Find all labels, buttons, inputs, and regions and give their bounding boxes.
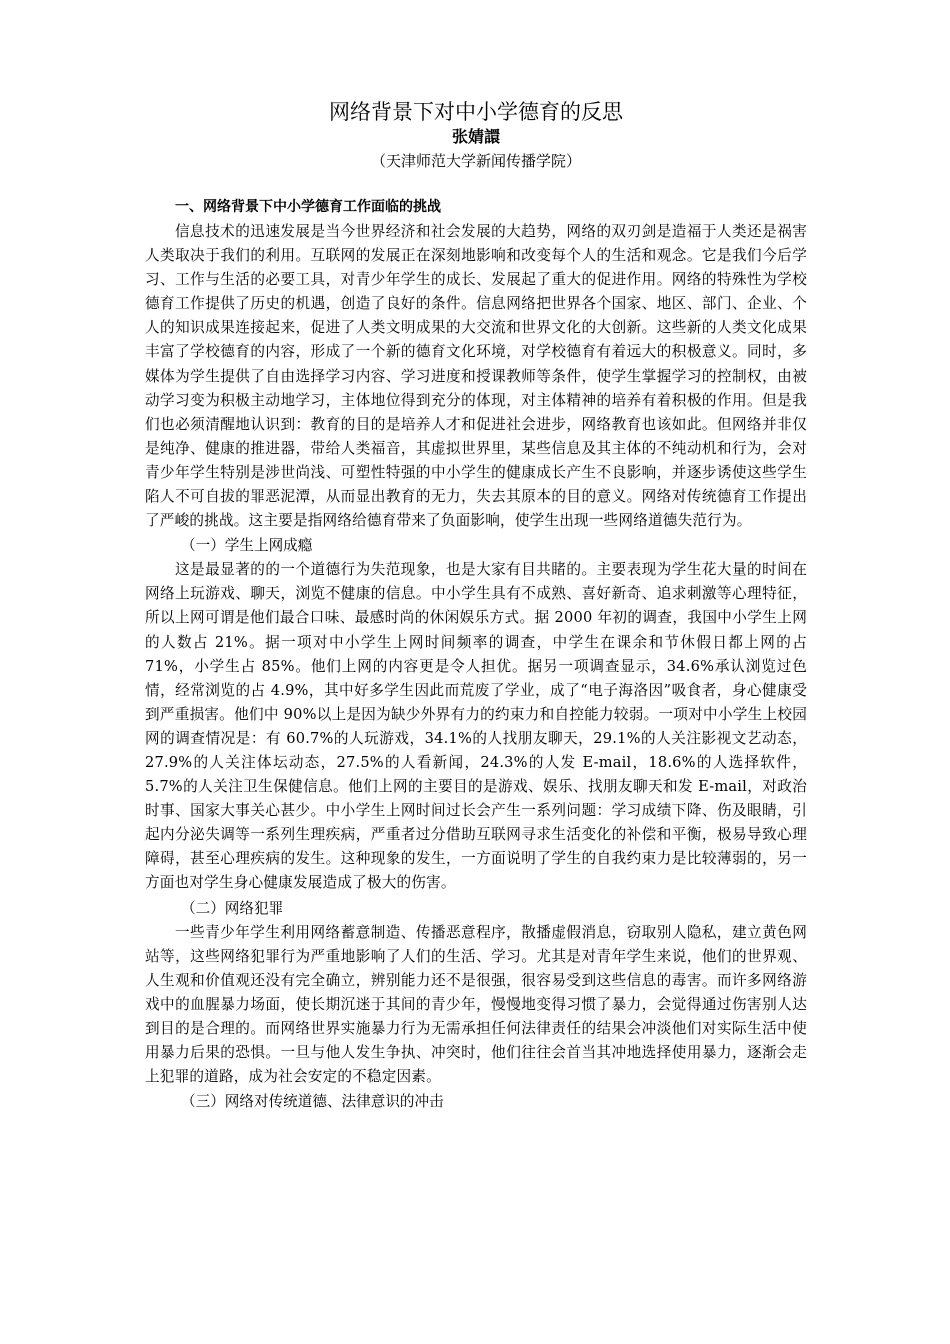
author-affiliation: （天津师范大学新闻传播学院） [370, 152, 581, 170]
subsection-heading-3: （三）网络对传统道德、法律意识的冲击 [181, 1093, 444, 1111]
paragraph-intro: 信息技术的迅速发展是当今世界经济和社会发展的大趋势，网络的双刃剑是造福于人类还是祸害人类取决于我们的利用。互联网的发展正在深刻地影响和改变每个人的生活和观念。它是我们今后学习、工作与生活的必要工具，对青少年学生的成长、发展起了重大的促进作用。网络的特殊性为学校德育工作提供了历史的机遇，创造了良好的条件。信息网络把世界各个国家、地区、部门、企业、个人的知识成果连接起来，促进了人类文明成果的大交流和世界文化的大创新。这些新的人类文化成果丰富了学校德育的内容，形成了一个新的德育文化环境，对学校德育有着远大的积极意义。同时，多媒体为学生提供了自由选择学习内容、学习进度和授课教师等条件，使学生掌握学习的控制权，由被动学习变为积极主动地学习，主体地位得到充分的体现，对主体精神的培养有着积极的作用。但是我们也必须清醒地认识到：教育的目的是培养人才和促进社会进步，网络教育也该如此。但网络并非仅是纯净、健康的推进器，带给人类福音，其虚拟世界里，某些信息及其主体的不纯动机和行为，会对青少年学生特别是涉世尚浅、可塑性特强的中小学生的健康成长产生不良影响，并逐步诱使这些学生陷人不可自拔的罪恶泥潭，从而显出教育的无力，失去其原本的目的意义。网络对传统德育工作提出了严峻的挑战。这主要是指网络给德育带来了负面影响，使学生出现一些网络道德失范行为。 [145, 223, 807, 530]
section-heading-1: 一、网络背景下中小学德育工作面临的挑战 [175, 199, 441, 215]
document-title: 网络背景下对中小学德育的反思 [329, 100, 623, 124]
author-name: 张婧譞 [451, 127, 500, 146]
paragraph-crime: 一些青少年学生利用网络蓄意制造、传播恶意程序，散播虚假消息，窃取别人隐私，建立黄色网站等，这些网络犯罪行为严重地影响了人们的生活、学习。尤其是对青年学生来说，他们的世界观、人生观和价值观还没有完全确立，辨别能力还不是很强，很容易受到这些信息的毒害。而许多网络游戏中的血腥暴力场面，使长期沉迷于其间的青少年，慢慢地变得习惯了暴力，会觉得通过伤害别人达到目的是合理的。而网络世界实施暴力行为无需承担任何法律责任的结果会冲淡他们对实际生活中使用暴力后果的恐惧。一旦与他人发生争执、冲突时，他们往往会首当其冲地选择使用暴力，逐渐会走上犯罪的道路，成为社会安定的不稳定因素。 [145, 923, 807, 1086]
subsection-heading-2: （二）网络犯罪 [181, 899, 284, 917]
subsection-heading-1: （一）学生上网成瘾 [181, 537, 313, 555]
paragraph-addiction: 这是最显著的的一个道德行为失范现象，也是大家有目共睹的。主要表现为学生花大量的时间在网络上玩游戏、聊天，浏览不健康的信息。中小学生具有不成熟、喜好新奇、追求刺激等心理特征，所以上网可谓是他们最合口味、最感时尚的休闲娱乐方式。据 2000 年初的调查，我国中小学生上网的人数占 21%。据一项对中小学生上网时间频率的调查，中学生在课余和节休假日都上网的占 71%，小学生占 85%。他们上网的内容更是令人担优。据另一项调查显示，34.6%承认浏览过色情，经常浏览的占 4.9%，其中好多学生因此而荒废了学业，成了“电子海洛因”吸食者，身心健康受到严重损害。他们中 90%以上是因为缺少外界有力的约束力和自控能力较弱。一项对中小学生上校园网的调查情况是：有 60.7%的人玩游戏，34.1%的人找朋友聊天，29.1%的人关注影视文艺动态，27.9%的人关注体坛动态，27.5%的人看新闻，24.3%的人发 E-mail，18.6%的人选择软件，5.7%的人关注卫生保健信息。他们上网的主要目的是游戏、娱乐、找朋友聊天和发 E-mail，对政治时事、国家大事关心甚少。中小学生上网时间过长会产生一系列问题：学习成绩下降、伤及眼睛，引起内分泌失调等一系列生理疾病，严重者过分借助互联网寻求生活变化的补偿和平衡，极易导致心理障碍，甚至心理疾病的发生。这种现象的发生，一方面说明了学生的自我约束力是比较薄弱的，另一方面也对学生身心健康发展造成了极大的伤害。 [145, 561, 807, 892]
document-body [145, 98, 807, 1114]
